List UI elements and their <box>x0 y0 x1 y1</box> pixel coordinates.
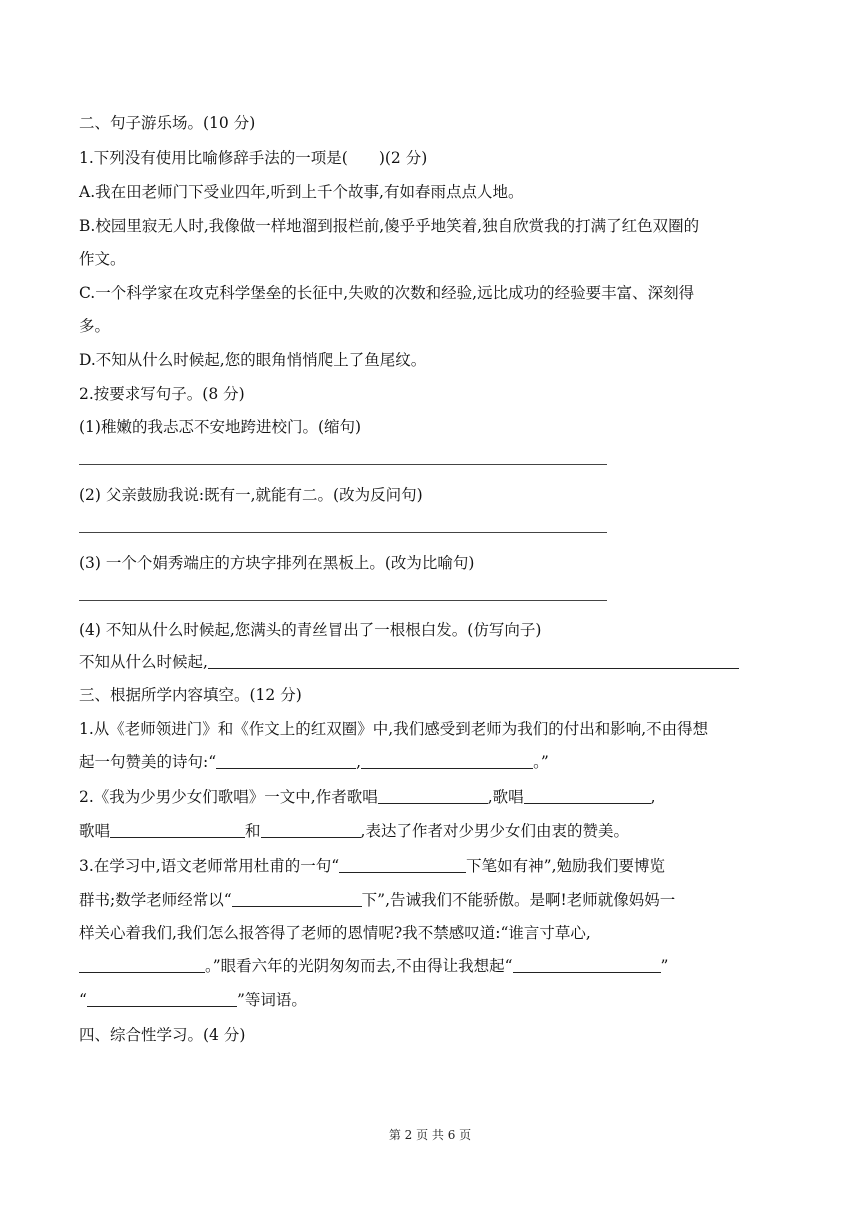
s3-q3-line2 <box>79 889 790 911</box>
q2-sub4-prefix: 不知从什么时候起, <box>79 653 208 671</box>
section-4-heading: 四、综合性学习。(4 分) <box>79 1026 246 1044</box>
q1-option-d: D.不知从什么时候起,您的眼角悄悄爬上了鱼尾纹。 <box>79 351 427 369</box>
blank-poem-line[interactable] <box>79 958 205 973</box>
q1-option-c-line2: 多。 <box>79 317 111 335</box>
blank-sing-4[interactable] <box>261 823 361 838</box>
section-2-heading: 二、句子游乐场。(10 分) <box>79 114 256 132</box>
s3-q3-text-f: ” <box>660 957 669 975</box>
answer-line-3[interactable] <box>79 600 607 601</box>
s3-q2-line2 <box>79 820 790 842</box>
s3-q3-line4 <box>79 955 790 977</box>
s3-q2-text-a: 2.《我为少男少女们歌唱》一文中,作者歌唱 <box>79 788 378 806</box>
q2-stem: 2.按要求写句子。(8 分) <box>79 385 245 403</box>
blank-idiom-1[interactable] <box>513 958 661 973</box>
blank-poem-2[interactable] <box>361 754 533 769</box>
q2-sub1: (1)稚嫩的我忐忑不安地跨进校门。(缩句) <box>79 418 362 436</box>
blank-sing-1[interactable] <box>378 789 488 804</box>
s3-q3-line5 <box>79 989 790 1011</box>
s3-q1-line2 <box>79 751 790 773</box>
s3-q3-text-c: 群书;数学老师经常以“ <box>79 891 232 909</box>
s3-q1-text-a: 起一句赞美的诗句:“ <box>79 753 217 771</box>
q2-sub2: (2) 父亲鼓励我说:既有一,就能有二。(改为反问句) <box>79 486 423 504</box>
s3-q3-text-g: “ <box>79 991 87 1009</box>
q2-sub4-answer-row <box>79 651 790 673</box>
s3-q3-text-d: 下”,告诫我们不能骄傲。是啊!老师就像妈妈一 <box>361 891 676 909</box>
s3-q2-text-b: ,歌唱 <box>487 788 524 806</box>
s3-q2-text-d: 歌唱 <box>79 822 111 840</box>
s3-q3-text-h: ”等词语。 <box>236 991 307 1009</box>
s3-q3-text-e: 。”眼看六年的光阴匆匆而去,不由得让我想起“ <box>205 957 513 975</box>
blank-idiom-2[interactable] <box>87 992 237 1007</box>
q1-option-a: A.我在田老师门下受业四年,听到上千个故事,有如春雨点点人地。 <box>79 183 524 201</box>
answer-line-2[interactable] <box>79 532 607 533</box>
page-footer: 第 2 页 共 6 页 <box>388 1128 472 1142</box>
section-3-heading: 三、根据所学内容填空。(12 分) <box>79 686 302 704</box>
q1-option-c-line1: C.一个科学家在攻克科学堡垒的长征中,失败的次数和经验,远比成功的经验要丰富、深刻得 <box>79 284 695 302</box>
answer-line-1[interactable] <box>79 464 607 465</box>
blank-sing-2[interactable] <box>524 789 651 804</box>
s3-q2-line1 <box>79 786 790 808</box>
s3-q3-text-a: 3.在学习中,语文老师常用杜甫的一句“ <box>79 857 340 875</box>
blank-sing-3[interactable] <box>110 823 245 838</box>
s3-q2-text-f: ,表达了作者对少男少女们由衷的赞美。 <box>360 822 629 840</box>
q1-stem: 1.下列没有使用比喻修辞手法的一项是( )(2 分) <box>79 149 428 167</box>
s3-q2-text-c: , <box>650 788 656 806</box>
blank-math-proverb[interactable] <box>232 892 362 907</box>
blank-poem-1[interactable] <box>216 754 356 769</box>
s3-q1-line1: 1.从《老师领进门》和《作文上的红双圈》中,我们感受到老师为我们的付出和影响,不由得想 <box>79 720 709 738</box>
q1-option-b-line1: B.校园里寂无人时,我像做一样地溜到报栏前,傻乎乎地笑着,独自欣赏我的打满了红色双圈的 <box>79 217 700 235</box>
s3-q2-text-e: 和 <box>245 822 261 840</box>
s3-q3-line1 <box>79 855 790 877</box>
q1-option-b-line2: 作文。 <box>79 250 126 268</box>
blank-dufu-quote[interactable] <box>339 858 466 873</box>
s3-q1-text-c: 。” <box>533 753 549 771</box>
blank-imitation[interactable] <box>208 654 739 669</box>
q2-sub4: (4) 不知从什么时候起,您满头的青丝冒出了一根根白发。(仿写向子) <box>79 621 542 639</box>
s3-q3-line3: 样关心着我们,我们怎么报答得了老师的恩情呢?我不禁感叹道:“谁言寸草心, <box>79 924 591 942</box>
q2-sub3: (3) 一个个娟秀端庄的方块字排列在黑板上。(改为比喻句) <box>79 554 475 572</box>
s3-q1-text-b: , <box>356 753 362 771</box>
s3-q3-text-b: 下笔如有神”,勉励我们要博览 <box>466 857 666 875</box>
